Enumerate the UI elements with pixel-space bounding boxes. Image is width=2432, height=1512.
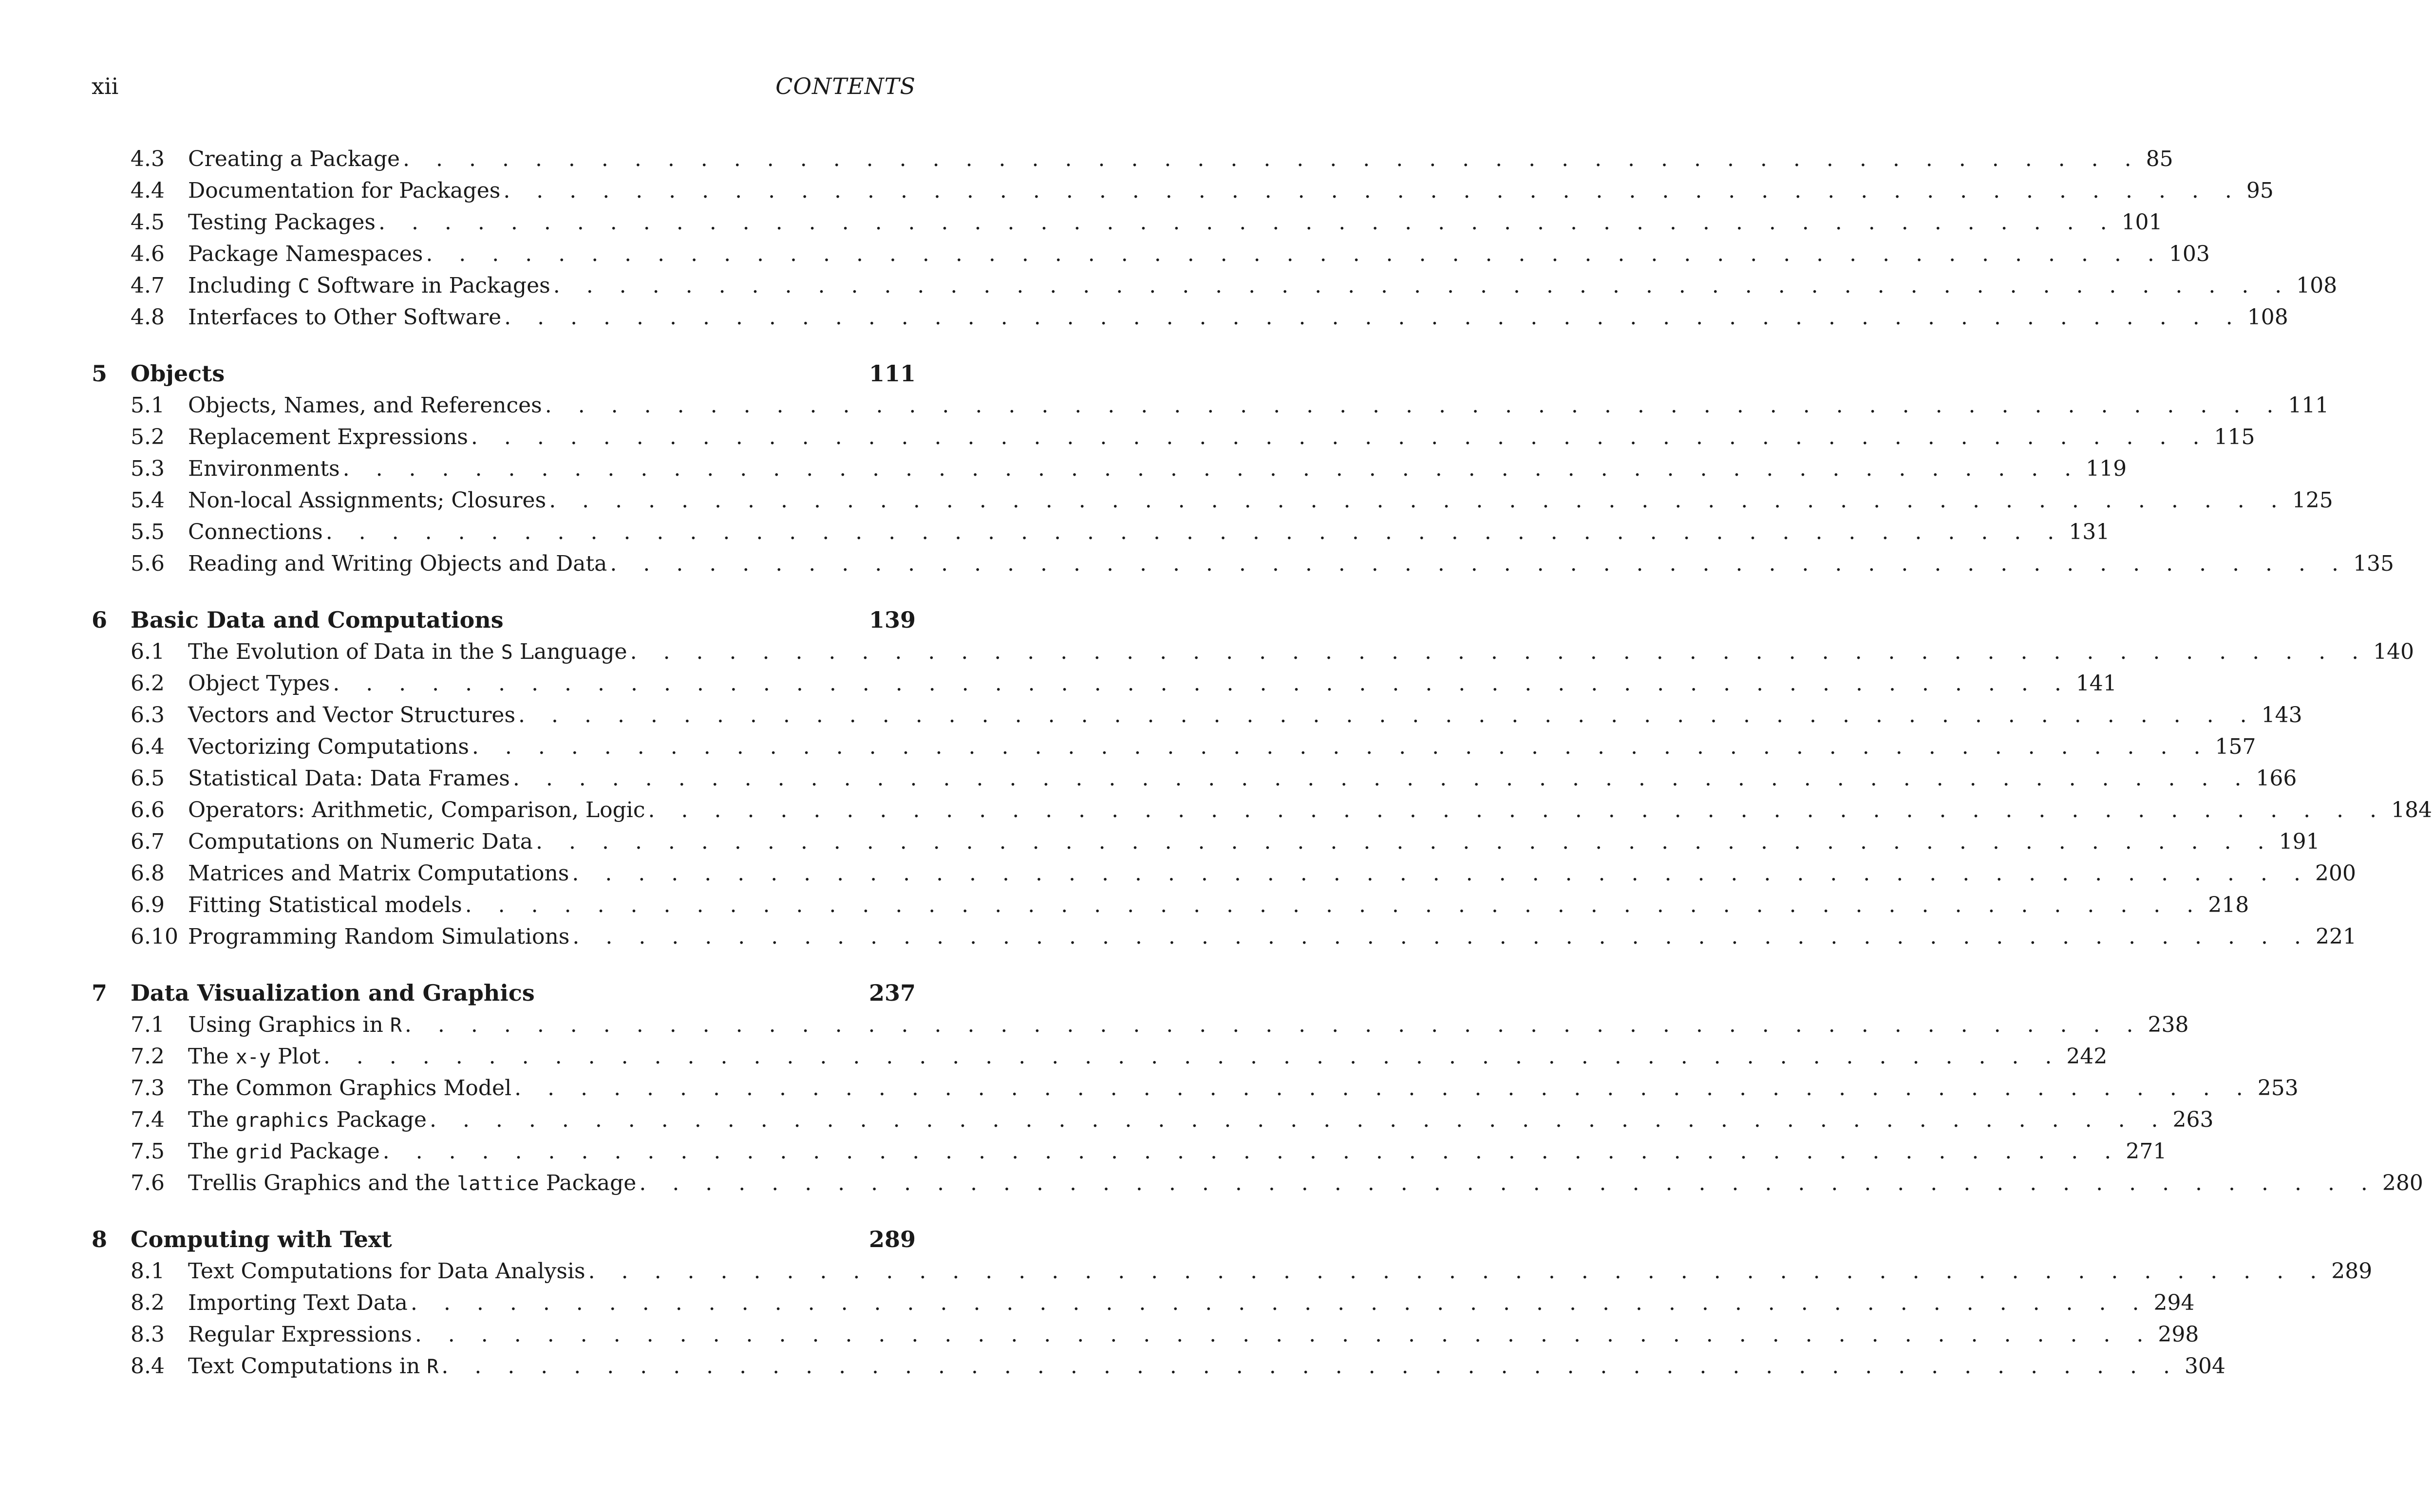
- toc-entry[interactable]: [92, 301, 2288, 333]
- title-text: Regular Expressions: [188, 1322, 412, 1347]
- toc-entry[interactable]: [92, 921, 2357, 952]
- section-number: 6.4: [131, 734, 165, 759]
- dot-leader: . . . . . . . . . . . . . . . . . . . . . . . . . . . . . . . . . . . . . . . . . . . . . . . . . . . . .: [441, 1354, 2180, 1379]
- section-title: [188, 826, 536, 858]
- section-title: [188, 1167, 639, 1200]
- section-title: [188, 143, 403, 175]
- section-page-number: 263: [2172, 1107, 2214, 1132]
- dot-leader: . . . . . . . . . . . . . . . . . . . . . . . . . . . . . . . . . . . . . . . . . . . . . . . . . . . . .: [639, 1171, 2377, 1195]
- toc-entry[interactable]: [92, 1255, 2373, 1287]
- dot-leader: . . . . . . . . . . . . . . . . . . . . . . . . . . . . . . . . . . . . . . . . . . . . . . . . . . . . .: [549, 488, 2287, 513]
- section-number: 6.8: [131, 861, 165, 886]
- toc-entry[interactable]: [92, 858, 2356, 889]
- section-page-number: 271: [2126, 1139, 2167, 1164]
- section-title: [188, 1104, 430, 1137]
- section-title: [188, 1009, 405, 1042]
- toc-entry[interactable]: [92, 516, 2110, 548]
- section-page-number: 294: [2153, 1290, 2195, 1315]
- title-text: Programming Random Simulations: [188, 924, 570, 949]
- title-text: Language: [512, 639, 627, 664]
- title-text: Fitting Statistical models: [188, 893, 462, 917]
- section-title: [188, 548, 610, 579]
- dot-leader: . . . . . . . . . . . . . . . . . . . . . . . . . . . . . . . . . . . . . . . . . . . . . . . . . . . . .: [536, 829, 2274, 854]
- toc-entry[interactable]: [92, 485, 2333, 516]
- section-page-number: 141: [2075, 671, 2117, 696]
- dot-leader: . . . . . . . . . . . . . . . . . . . . . . . . . . . . . . . . . . . . . . . . . . . . . . . . . . . . .: [323, 1044, 2062, 1069]
- section-title: [188, 1136, 383, 1168]
- toc-entry[interactable]: [92, 421, 2255, 453]
- section-number: 4.8: [131, 305, 165, 330]
- title-text: Testing Packages: [188, 210, 376, 235]
- section-number: 5.4: [131, 488, 165, 513]
- section-page-number: 280: [2382, 1171, 2423, 1195]
- section-title: [188, 301, 504, 333]
- dot-leader: . . . . . . . . . . . . . . . . . . . . . . . . . . . . . . . . . . . . . . . . . . . . . . . . . . . . .: [545, 393, 2283, 418]
- chapter-number: 5: [92, 360, 108, 387]
- title-text: Software in Packages: [309, 273, 550, 298]
- section-number: 5.5: [131, 520, 165, 544]
- section-number: 4.7: [131, 273, 165, 298]
- section-title: [188, 668, 333, 699]
- section-title: [188, 485, 549, 516]
- section-page-number: 140: [2373, 639, 2414, 664]
- section-number: 8.4: [131, 1354, 165, 1379]
- section-page-number: 119: [2086, 456, 2127, 481]
- code-term: R: [427, 1356, 439, 1378]
- toc-entry[interactable]: [92, 206, 2163, 238]
- section-page-number: 108: [2296, 273, 2338, 298]
- code-term: S: [501, 641, 513, 664]
- section-title: [188, 1072, 514, 1104]
- section-title: [188, 175, 503, 206]
- page-number: xii: [92, 73, 119, 99]
- chapter-title: Basic Data and Computations: [131, 607, 504, 633]
- title-text: Package: [283, 1139, 380, 1164]
- section-number: 7.1: [131, 1012, 165, 1037]
- dot-leader: . . . . . . . . . . . . . . . . . . . . . . . . . . . . . . . . . . . . . . . . . . . . . . . . . . . . .: [512, 766, 2251, 791]
- section-title: [188, 731, 472, 763]
- title-text: Environments: [188, 456, 340, 481]
- section-page-number: 200: [2315, 861, 2356, 886]
- section-number: 8.3: [131, 1322, 165, 1347]
- chapter-number: 7: [92, 980, 108, 1006]
- title-text: Package: [539, 1171, 637, 1195]
- dot-leader: . . . . . . . . . . . . . . . . . . . . . . . . . . . . . . . . . . . . . . . . . . . . . . . . . . . . .: [403, 147, 2141, 171]
- section-number: 4.3: [131, 147, 165, 171]
- toc-entry[interactable]: [92, 1041, 2108, 1072]
- section-page-number: 108: [2247, 305, 2288, 330]
- toc-entry[interactable]: [92, 143, 2173, 175]
- section-number: 6.1: [131, 639, 165, 664]
- section-number: 6.7: [131, 829, 165, 854]
- title-text: Trellis Graphics and the: [188, 1171, 457, 1195]
- section-number: 6.5: [131, 766, 165, 791]
- page-header: [92, 73, 916, 102]
- title-text: Using Graphics in: [188, 1012, 390, 1037]
- dot-leader: . . . . . . . . . . . . . . . . . . . . . . . . . . . . . . . . . . . . . . . . . . . . . . . . . . . . .: [342, 456, 2081, 481]
- section-page-number: 143: [2261, 703, 2302, 728]
- dot-leader: . . . . . . . . . . . . . . . . . . . . . . . . . . . . . . . . . . . . . . . . . . . . . . . . . . . . .: [514, 1076, 2253, 1101]
- dot-leader: . . . . . . . . . . . . . . . . . . . . . . . . . . . . . . . . . . . . . . . . . . . . . . . . . . . . .: [504, 305, 2243, 330]
- section-number: 4.5: [131, 210, 165, 235]
- section-page-number: 238: [2148, 1012, 2189, 1037]
- section-page-number: 131: [2069, 520, 2110, 544]
- chapter-heading[interactable]: [92, 358, 916, 390]
- section-title: [188, 270, 553, 302]
- title-text: Importing Text Data: [188, 1290, 408, 1315]
- toc-entry[interactable]: [92, 238, 2210, 270]
- title-text: Interfaces to Other Software: [188, 305, 502, 330]
- dot-leader: . . . . . . . . . . . . . . . . . . . . . . . . . . . . . . . . . . . . . . . . . . . . . . . . . . . . .: [465, 893, 2204, 917]
- section-page-number: 298: [2158, 1322, 2199, 1347]
- toc-entry[interactable]: [92, 1009, 2189, 1041]
- section-number: 5.1: [131, 393, 165, 418]
- section-page-number: 289: [2331, 1259, 2373, 1284]
- title-text: Objects, Names, and References: [188, 393, 542, 418]
- section-title: [188, 1287, 411, 1319]
- dot-leader: . . . . . . . . . . . . . . . . . . . . . . . . . . . . . . . . . . . . . . . . . . . . . . . . . . . . .: [630, 639, 2369, 664]
- dot-leader: . . . . . . . . . . . . . . . . . . . . . . . . . . . . . . . . . . . . . . . . . . . . . . . . . . . . .: [588, 1259, 2327, 1284]
- title-text: The: [188, 1139, 236, 1164]
- title-text: The: [188, 1044, 236, 1069]
- section-page-number: 101: [2121, 210, 2163, 235]
- chapter-heading[interactable]: [92, 1224, 916, 1255]
- dot-leader: . . . . . . . . . . . . . . . . . . . . . . . . . . . . . . . . . . . . . . . . . . . . . . . . . . . . .: [572, 861, 2310, 886]
- toc-entry[interactable]: [92, 763, 2297, 794]
- chapter-title: Objects: [131, 360, 225, 387]
- title-text: The Evolution of Data in the: [188, 639, 501, 664]
- title-text: Documentation for Packages: [188, 178, 501, 203]
- section-page-number: 115: [2214, 425, 2255, 449]
- section-page-number: 191: [2279, 829, 2320, 854]
- section-page-number: 103: [2168, 242, 2210, 266]
- section-title: [188, 1350, 441, 1383]
- dot-leader: . . . . . . . . . . . . . . . . . . . . . . . . . . . . . . . . . . . . . . . . . . . . . . . . . . . . .: [429, 1107, 2168, 1132]
- section-number: 7.6: [131, 1171, 165, 1195]
- section-number: 5.6: [131, 551, 165, 576]
- chapter-title: Computing with Text: [131, 1226, 392, 1252]
- section-page-number: 111: [2288, 393, 2329, 418]
- chapter-page-number: 139: [868, 607, 916, 633]
- section-number: 6.10: [131, 924, 178, 949]
- toc-entry[interactable]: [92, 731, 2256, 763]
- dot-leader: . . . . . . . . . . . . . . . . . . . . . . . . . . . . . . . . . . . . . . . . . . . . . . . . . . . . .: [426, 242, 2164, 266]
- section-number: 4.6: [131, 242, 165, 266]
- section-number: 7.4: [131, 1107, 165, 1132]
- toc-entry[interactable]: [92, 453, 2127, 485]
- dot-leader: . . . . . . . . . . . . . . . . . . . . . . . . . . . . . . . . . . . . . . . . . . . . . . . . . . . . .: [518, 703, 2257, 728]
- code-term: graphics: [235, 1109, 330, 1132]
- section-title: [188, 858, 572, 889]
- section-page-number: 95: [2246, 178, 2274, 203]
- chapter-page-number: 289: [868, 1226, 916, 1252]
- title-text: Connections: [188, 520, 323, 544]
- section-page-number: 221: [2315, 924, 2357, 949]
- title-text: Including: [188, 273, 298, 298]
- code-term: lattice: [457, 1173, 539, 1195]
- section-page-number: 85: [2146, 147, 2173, 171]
- section-title: [188, 1255, 588, 1287]
- dot-leader: . . . . . . . . . . . . . . . . . . . . . . . . . . . . . . . . . . . . . . . . . . . . . . . . . . . . .: [503, 178, 2242, 203]
- toc-entry[interactable]: [92, 668, 2117, 699]
- section-page-number: 135: [2353, 551, 2394, 576]
- code-term: x-y: [235, 1046, 271, 1068]
- toc-entry[interactable]: [92, 1167, 2423, 1199]
- title-text: Statistical Data: Data Frames: [188, 766, 510, 791]
- dot-leader: . . . . . . . . . . . . . . . . . . . . . . . . . . . . . . . . . . . . . . . . . . . . . . . . . . . . .: [471, 425, 2209, 449]
- section-number: 6.6: [131, 798, 165, 822]
- table-of-contents: [92, 143, 2432, 1382]
- title-text: Replacement Expressions: [188, 425, 468, 449]
- toc-entry[interactable]: [92, 889, 2249, 921]
- section-page-number: 304: [2184, 1354, 2225, 1379]
- section-title: [188, 206, 378, 238]
- toc-entry[interactable]: [92, 390, 2329, 421]
- toc-entry[interactable]: [92, 1350, 2225, 1382]
- toc-entry[interactable]: [92, 1136, 2167, 1167]
- chapter-heading[interactable]: [92, 977, 916, 1009]
- dot-leader: . . . . . . . . . . . . . . . . . . . . . . . . . . . . . . . . . . . . . . . . . . . . . . . . . . . . .: [333, 671, 2071, 696]
- section-number: 6.3: [131, 703, 165, 728]
- dot-leader: . . . . . . . . . . . . . . . . . . . . . . . . . . . . . . . . . . . . . . . . . . . . . . . . . . . . .: [415, 1322, 2153, 1347]
- section-title: [188, 516, 326, 548]
- section-title: [188, 238, 426, 270]
- toc-entry[interactable]: [92, 794, 2432, 826]
- section-number: 7.3: [131, 1076, 165, 1101]
- code-term: grid: [235, 1141, 283, 1163]
- section-number: 8.1: [131, 1259, 165, 1284]
- title-text: Operators: Arithmetic, Comparison, Logic: [188, 798, 645, 822]
- dot-leader: . . . . . . . . . . . . . . . . . . . . . . . . . . . . . . . . . . . . . . . . . . . . . . . . . . . . .: [378, 210, 2117, 235]
- dot-leader: . . . . . . . . . . . . . . . . . . . . . . . . . . . . . . . . . . . . . . . . . . . . . . . . . . . . .: [648, 798, 2387, 822]
- dot-leader: . . . . . . . . . . . . . . . . . . . . . . . . . . . . . . . . . . . . . . . . . . . . . . . . . . . . .: [553, 273, 2292, 298]
- chapter-number: 8: [92, 1226, 108, 1252]
- section-title: [188, 453, 343, 485]
- dot-leader: . . . . . . . . . . . . . . . . . . . . . . . . . . . . . . . . . . . . . . . . . . . . . . . . . . . . .: [404, 1012, 2143, 1037]
- toc-entry[interactable]: [92, 1319, 2199, 1350]
- toc-entry[interactable]: [92, 270, 2338, 301]
- toc-entry[interactable]: [92, 1104, 2214, 1136]
- title-text: Computations on Numeric Data: [188, 829, 533, 854]
- section-number: 5.2: [131, 425, 165, 449]
- toc-entry[interactable]: [92, 826, 2320, 858]
- toc-entry[interactable]: [92, 548, 2394, 579]
- section-title: [188, 1319, 415, 1350]
- dot-leader: . . . . . . . . . . . . . . . . . . . . . . . . . . . . . . . . . . . . . . . . . . . . . . . . . . . . .: [610, 551, 2348, 576]
- title-text: Matrices and Matrix Computations: [188, 861, 569, 886]
- dot-leader: . . . . . . . . . . . . . . . . . . . . . . . . . . . . . . . . . . . . . . . . . . . . . . . . . . . . .: [325, 520, 2064, 544]
- toc-entry[interactable]: [92, 699, 2302, 731]
- title-text: Object Types: [188, 671, 330, 696]
- title-text: Text Computations in: [188, 1354, 427, 1379]
- section-title: [188, 921, 572, 952]
- section-number: 6.9: [131, 893, 165, 917]
- dot-leader: . . . . . . . . . . . . . . . . . . . . . . . . . . . . . . . . . . . . . . . . . . . . . . . . . . . . .: [382, 1139, 2121, 1164]
- chapter-page-number: 111: [868, 360, 916, 387]
- section-title: [188, 763, 513, 794]
- section-title: [188, 1041, 323, 1073]
- section-title: [188, 421, 471, 453]
- title-text: Vectors and Vector Structures: [188, 703, 516, 728]
- chapter-page-number: 237: [868, 980, 916, 1006]
- section-page-number: 125: [2292, 488, 2333, 513]
- code-term: R: [390, 1014, 402, 1037]
- running-head: CONTENTS: [775, 73, 916, 99]
- title-text: Package Namespaces: [188, 242, 423, 266]
- title-text: Reading and Writing Objects and Data: [188, 551, 607, 576]
- toc-entry[interactable]: [92, 1287, 2195, 1319]
- title-text: Text Computations for Data Analysis: [188, 1259, 585, 1284]
- section-number: 7.5: [131, 1139, 165, 1164]
- section-page-number: 242: [2066, 1044, 2108, 1069]
- chapter-title: Data Visualization and Graphics: [131, 980, 535, 1006]
- title-text: Vectorizing Computations: [188, 734, 469, 759]
- section-title: [188, 699, 518, 731]
- section-number: 6.2: [131, 671, 165, 696]
- toc-entry[interactable]: [92, 636, 2414, 668]
- section-title: [188, 889, 465, 921]
- section-page-number: 253: [2257, 1076, 2299, 1101]
- section-number: 7.2: [131, 1044, 165, 1069]
- title-text: Plot: [270, 1044, 320, 1069]
- section-page-number: 157: [2215, 734, 2256, 759]
- title-text: Creating a Package: [188, 147, 400, 171]
- code-term: C: [298, 275, 310, 298]
- title-text: The: [188, 1107, 236, 1132]
- chapter-heading[interactable]: [92, 604, 916, 636]
- dot-leader: . . . . . . . . . . . . . . . . . . . . . . . . . . . . . . . . . . . . . . . . . . . . . . . . . . . . .: [410, 1290, 2149, 1315]
- dot-leader: . . . . . . . . . . . . . . . . . . . . . . . . . . . . . . . . . . . . . . . . . . . . . . . . . . . . .: [572, 924, 2311, 949]
- title-text: The Common Graphics Model: [188, 1076, 512, 1101]
- section-page-number: 166: [2256, 766, 2297, 791]
- title-text: Non-local Assignments; Closures: [188, 488, 547, 513]
- section-number: 4.4: [131, 178, 165, 203]
- dot-leader: . . . . . . . . . . . . . . . . . . . . . . . . . . . . . . . . . . . . . . . . . . . . . . . . . . . . .: [471, 734, 2210, 759]
- section-number: 8.2: [131, 1290, 165, 1315]
- toc-entry[interactable]: [92, 175, 2274, 206]
- section-title: [188, 636, 630, 669]
- toc-entry[interactable]: [92, 1072, 2299, 1104]
- title-text: Package: [329, 1107, 427, 1132]
- section-page-number: 184: [2391, 798, 2432, 822]
- section-number: 5.3: [131, 456, 165, 481]
- section-title: [188, 794, 648, 826]
- section-page-number: 218: [2208, 893, 2249, 917]
- section-title: [188, 390, 545, 421]
- chapter-number: 6: [92, 607, 108, 633]
